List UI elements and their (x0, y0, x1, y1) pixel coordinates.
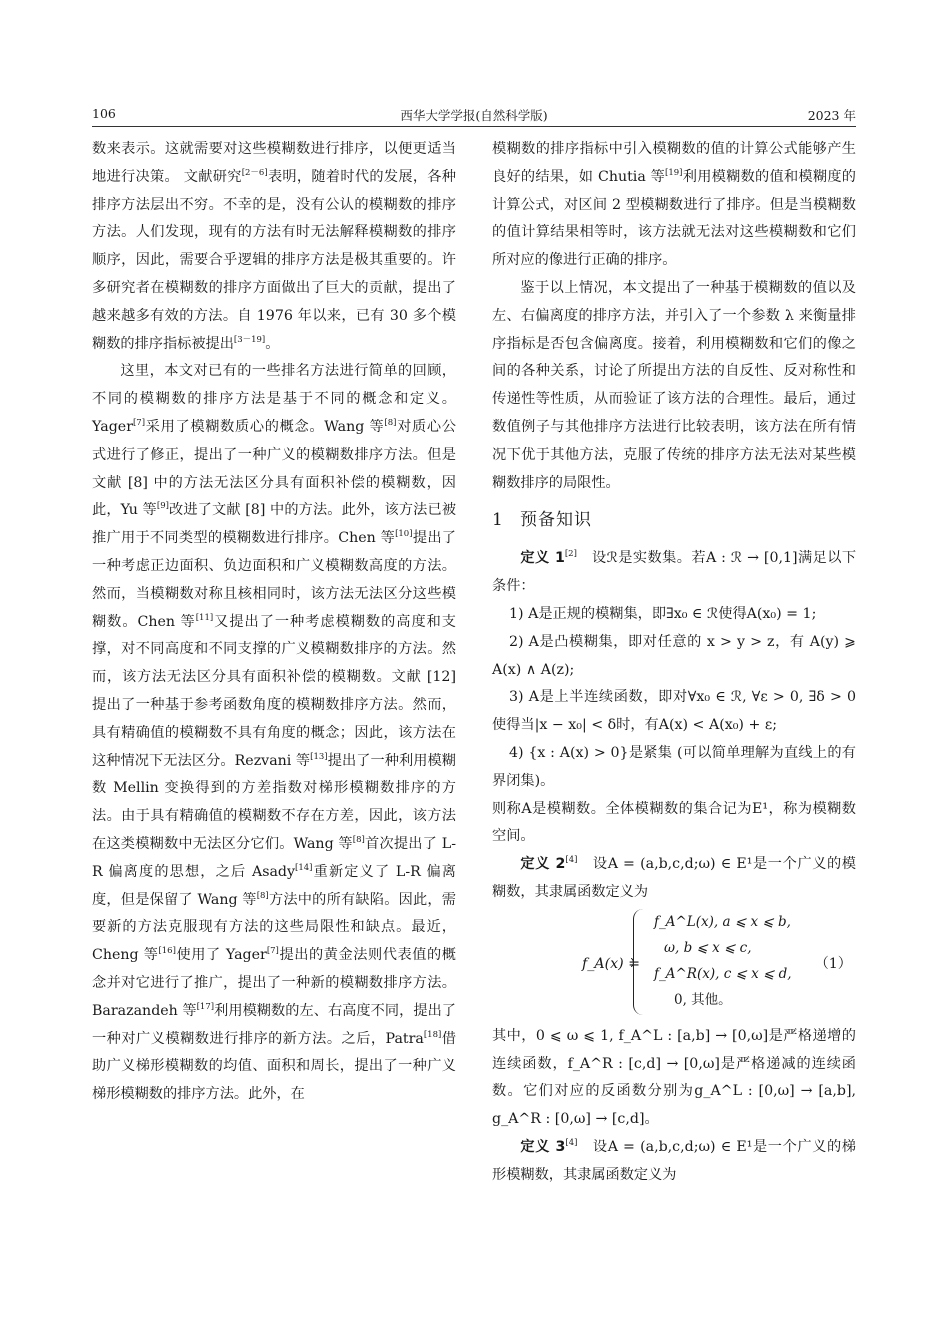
citation: [4] (565, 1137, 578, 1148)
section-number: 1 (492, 510, 504, 531)
section-title: 预备知识 (520, 510, 592, 531)
definition-2-explanation: 其中，0 ⩽ ω ⩽ 1, f_A^L : [a,b] → [0,ω]是严格递增的连续函数，f_A^R : [c,d] → [0,ω]是严格递减的连续函数。它们对应的反函数分别为g_A^L : [0,ω] → [a,b], g_A^R : [0,ω] → [c,d]。 (492, 1027, 856, 1128)
formula-case: 0, 其他。 (674, 991, 732, 1008)
citation: [8] (352, 834, 365, 845)
citation: [10] (395, 529, 413, 540)
citation: [19] (665, 167, 683, 178)
journal-title: 西华大学学报(自然科学版) (400, 108, 548, 123)
citation: [9] (156, 501, 169, 512)
definition-1: 定义 1[2] 设ℛ是实数集。若A : ℛ → [0,1]满足以下条件： (492, 549, 857, 595)
left-brace (633, 909, 644, 1015)
section-heading (492, 505, 856, 535)
paragraph-contribution: 鉴于以上情况，本文提出了一种基于模糊数的值以及左、右偏离度的排序方法，并引入了一个参数 λ 来衡量排序指标是否包含偏离度。接着，利用模糊数和它们的像之间的各种关系，讨论了所提出方法的自反性、反对称性和传递性等性质，从而验证了该方法的合理性。最后，通过数值例子与其他排序方法进行比较表明，该方法在所有情况下优于其他方法，克服了传统的排序方法无法对某些模糊数排序的局限性。 (492, 279, 856, 491)
definition-1-item: 3) A是上半连续函数，即对∀x₀ ∈ ℛ, ∀ε > 0, ∃δ > 0使得当|x − x₀| < δ时，有A(x) < A(x₀) + ε; (492, 689, 856, 734)
definition-2: 定义 2[4] 设A = (a,b,c,d;ω) ∈ E¹是一个广义的模糊数，其隶属函数定义为 (492, 855, 856, 900)
formula-lhs: f_A(x) = (582, 955, 641, 972)
citation: [16] (158, 946, 176, 957)
formula-case: ω, b ⩽ x ⩽ c, (664, 939, 752, 956)
definition-label: 定义 2 (520, 856, 566, 873)
definition-1-item: 2) A是凸模糊集，即对任意的 x > y > z，有 A(y) ⩾ A(x) ∧ A(z); (492, 633, 856, 678)
citation: [8] (256, 890, 269, 901)
definition-1-item: 4) {x : A(x) > 0}是紧集 (可以简单理解为直线上的有界闭集)。 (492, 744, 856, 789)
left-column (92, 136, 456, 1109)
paragraph-review: 这里，本文对已有的一些排名方法进行简单的回顾，不同的模糊数的排序方法是基于不同的概念和定义。Yager[7]采用了模糊数质心的概念。Wang 等[8]对质心公式进行了修正，提出了一种广义的模糊数排序方法。但是文献 [8] 中的方法无法区分具有面积补偿的模糊数，因此，Yu 等[9]改进了文献 [8] 中的方法。此外，该方法已被推广用于不同类型的模糊数进行排序。Chen 等[10]提出了一种考虑正边面积、负边面积和广义模糊数高度的方法。然而，当模糊数对称且核相同时，该方法无法区分这些模糊数。Chen 等[11]又提出了一种考虑模糊数的高度和支撑，对不同高度和不同支撑的广义模糊数排序的方法。然而，该方法无法区分具有面积补偿的模糊数。文献 [12] 提出了一种基于参考函数角度的模糊数排序方法。然而，具有精确值的模糊数不具有角度的概念；因此，该方法在这种情况下无法区分。Rezvani 等[13]提出了一种利用模糊数 Mellin 变换得到的方差指数对梯形模糊数排序的方法。由于具有精确值的模糊数不存在方差，因此，该方法在这类模糊数中无法区分它们。Wang 等[8]首次提出了 L-R 偏离度的思想，之后 Asady[14]重新定义了 L-R 偏离度，但是保留了 Wang 等[8]方法中的所有缺陷。因此，需要新的方法克服现有方法的这些局限性和缺点。最近，Cheng 等[16]使用了 Yager[7]提出的黄金法则代表值的概念并对它进行了推广，提出了一种新的模糊数排序方法。Barazandeh 等[17]利用模糊数的左、右高度不同，提出了一种对广义模糊数进行排序的新方法。之后，Patra[18]借助广义梯形模糊数的均值、面积和周长，提出了一种广义梯形模糊数的排序方法。此外，在 (92, 363, 457, 1103)
definition-3: 定义 3[4] 设A = (a,b,c,d;ω) ∈ E¹是一个广义的梯形模糊数，其隶属函数定义为 (492, 1137, 856, 1183)
citation: [7] (266, 946, 279, 957)
citation: [13] (310, 751, 328, 762)
formula-case: f_A^L(x), a ⩽ x ⩽ b, (654, 913, 791, 930)
formula-case: f_A^R(x), c ⩽ x ⩽ d, (654, 965, 792, 982)
citation: [18] (423, 1029, 442, 1040)
citation: [8] (384, 417, 397, 428)
citation: [14] (295, 862, 313, 873)
publication-year: 2023 年 (807, 108, 856, 123)
right-column (492, 136, 856, 1190)
definition-label: 定义 3 (520, 1138, 566, 1155)
membership-function-formula (492, 909, 856, 1021)
equation-number: （1） (814, 955, 852, 972)
definition-1-conclusion: 则称A是模糊数。全体模糊数的集合记为E¹，称为模糊数空间。 (492, 800, 856, 845)
citation: [2－6] (241, 167, 268, 178)
running-header (92, 104, 856, 127)
citation: [17] (196, 1001, 215, 1012)
definition-1-item: 1) A是正规的模糊集，即∃x₀ ∈ ℛ使得A(x₀) = 1; (509, 605, 817, 622)
definition-label: 定义 1 (520, 550, 565, 567)
citation: [2] (564, 549, 577, 560)
citation: [11] (195, 612, 214, 623)
paragraph-chutia: 模糊数的排序指标中引入模糊数的值的计算公式能够产生良好的结果，如 Chutia 等[19]利用模糊数的值和模糊度的计算公式，对区间 2 型模糊数进行了排序。但是当模糊数的值计算结果相等时，该方法就无法对这些模糊数和它们所对应的像进行正确的排序。 (492, 141, 856, 269)
citation: [7] (132, 417, 146, 428)
citation: [4] (565, 855, 578, 866)
paragraph-intro-continued: 数来表示。这就需要对这些模糊数进行排序，以便更适当地进行决策。 文献研究[2－6]表明，随着时代的发展，各种排序方法层出不穷。不幸的是，没有公认的模糊数的排序方法。人们发现，现有的方法有时无法解释模糊数的排序顺序，因此，需要合乎逻辑的排序方法是极其重要的。许多研究者在模糊数的排序方面做出了巨大的贡献，提出了越来越多有效的方法。自 1976 年以来，已有 30 多个模糊数的排序指标被提出[3－19]。 (92, 141, 456, 352)
citation: [3－19] (233, 334, 266, 345)
page-number: 106 (92, 106, 116, 121)
